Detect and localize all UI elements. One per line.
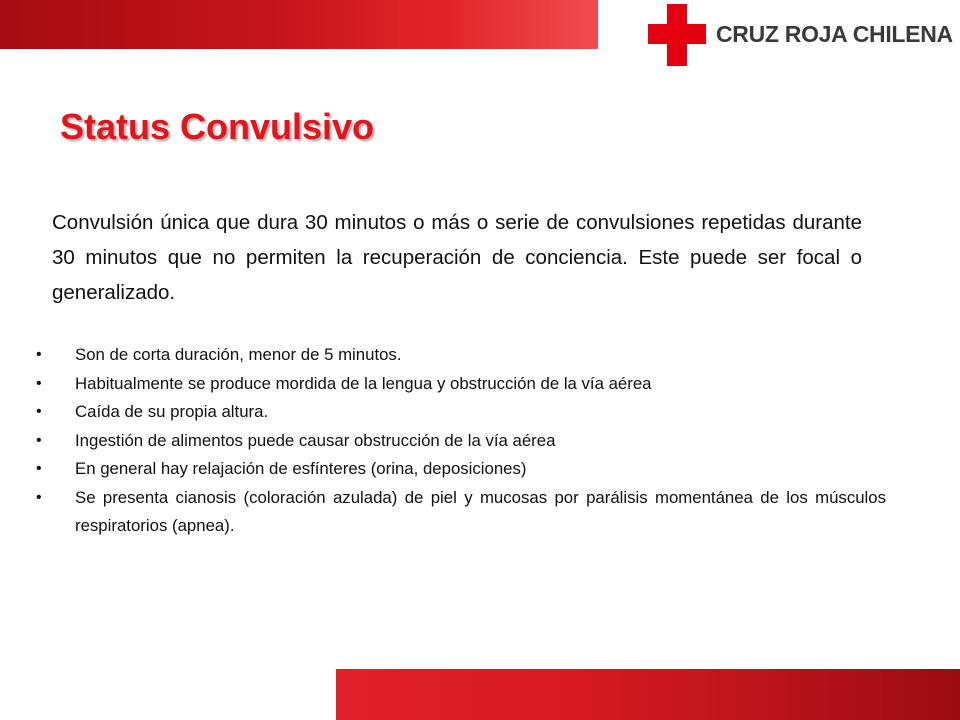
- bullet-list: [36, 341, 886, 541]
- bullet-text: Caída de su propia altura.: [75, 402, 269, 421]
- bullet-item: [36, 341, 886, 370]
- bullet-dot: •: [36, 403, 42, 420]
- bullet-dot: •: [36, 374, 42, 392]
- bullet-text: Son de corta duración, menor de 5 minutos.: [75, 345, 402, 364]
- slide-title: Status Convulsivo: [60, 106, 375, 147]
- bullet-text: Ingestión de alimentos puede causar obstrucción de la vía aérea: [75, 430, 556, 450]
- bullet-dot: •: [36, 488, 42, 506]
- bullet-dot: •: [36, 460, 42, 477]
- bottom-decorative-bar: [336, 669, 960, 720]
- bullet-text: En general hay relajación de esfínteres (orina, deposiciones): [75, 459, 527, 478]
- bullet-item: [36, 455, 886, 484]
- logo-text: CRUZ ROJA CHILENA: [716, 21, 953, 47]
- bullet-text: Habitualmente se produce mordida de la lengua y obstrucción de la vía aérea: [75, 373, 652, 393]
- bullet-item: [36, 427, 886, 456]
- top-decorative-bar: [0, 0, 598, 49]
- red-cross-icon: [648, 4, 706, 66]
- bullet-item: [36, 398, 886, 427]
- bullet-dot: •: [36, 431, 42, 449]
- definition-paragraph: Convulsión única que dura 30 minutos o más o serie de convulsiones repetidas durante 30 minutos que no permiten la recuperación de conciencia. Este puede ser focal o generalizado.: [52, 211, 862, 304]
- bullet-item: [36, 484, 886, 541]
- cruz-roja-logo: [648, 4, 953, 66]
- bullet-item: [36, 370, 886, 399]
- bullet-dot: •: [36, 346, 42, 363]
- bullet-text: Se presenta cianosis (coloración azulada) de piel y mucosas por parálisis momentánea de los músculos respiratorios (apnea).: [75, 487, 886, 535]
